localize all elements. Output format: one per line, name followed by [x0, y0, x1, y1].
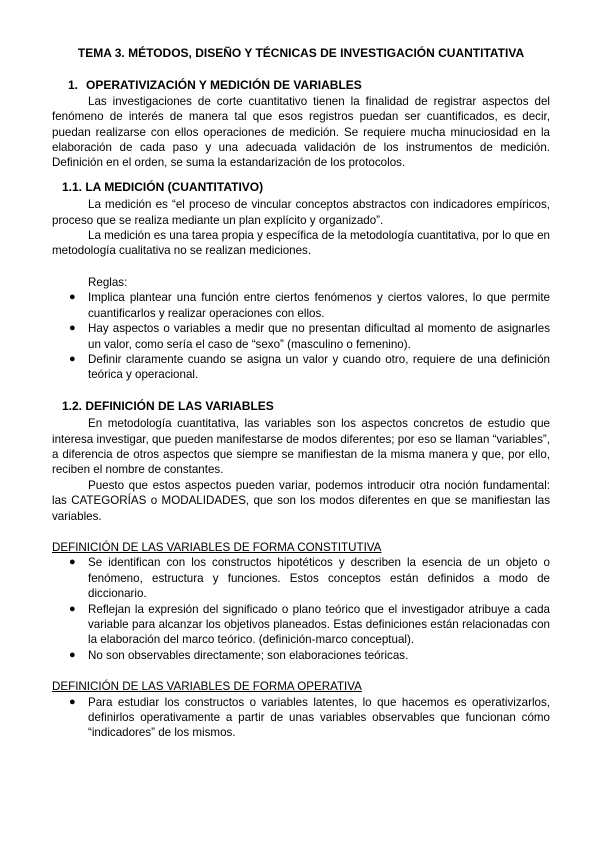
section-1-2-paragraph-1: En metodología cuantitativa, las variables son los aspectos concretos de estudio que interesa investigar, que pueden manifestarse de modos diferentes; por eso se llaman “variables”, a diferencia de otros aspectos que siempre se manifiestan de la misma manera y que, por ello, reciben el nombre de constantes. [52, 417, 550, 477]
section-1-1-paragraph-2: La medición es una tarea propia y específica de la metodología cuantitativa, por lo que en metodología cualitativa no se realizan mediciones. [52, 229, 550, 258]
bullet-icon: ● [69, 322, 76, 335]
operativa-heading: DEFINICIÓN DE LAS VARIABLES DE FORMA OPERATIVA [52, 680, 362, 694]
document-page [52, 46, 550, 741]
section-1-2-heading: 1.2. DEFINICIÓN DE LAS VARIABLES [62, 398, 274, 413]
section-1-number: 1. [68, 78, 79, 93]
section-1-paragraph: Las investigaciones de corte cuantitativo tienen la finalidad de registrar aspectos del fenómeno de interés de manera tal que esos registros puedan ser cuantificados, es decir, puedan realizarse con ellos operaciones de medición. Se requiere mucha minuciosidad en la elaboración de cada paso y una adecuada validación de los instrumentos de medición. Definición en el orden, se suma la estandarización de los protocolos. [52, 94, 550, 170]
bullet-icon: ● [69, 695, 76, 708]
bullet-icon: ● [69, 648, 76, 661]
list-item: ● Se identifican con los constructos hipotéticos y describen la esencia de un objeto o fenómeno, estructura y funciones. Estos conceptos están definidos a modo de diccionario. [69, 556, 550, 601]
rules-list [52, 290, 550, 382]
bullet-icon: ● [69, 556, 76, 569]
section-1-title: OPERATIVIZACIÓN Y MEDICIÓN DE VARIABLES [86, 78, 362, 93]
constitutiva-list [52, 555, 550, 663]
section-1-2-paragraph-2: Puesto que estos aspectos pueden variar, podemos introducir otra noción fundamental: las CATEGORÍAS o MODALIDADES, que son los modos diferentes en que se manifiestan las variables. [52, 478, 550, 523]
section-1-heading [68, 78, 550, 93]
section-1-1-paragraph-1: La medición es “el proceso de vincular conceptos abstractos con indicadores empíricos, proceso que se realiza mediante un plan explícito y organizado”. [52, 198, 550, 227]
bullet-icon: ● [69, 352, 76, 365]
rules-label: Reglas: [88, 275, 128, 289]
operativa-list [52, 695, 550, 741]
list-item: ● Hay aspectos o variables a medir que no presentan dificultad al momento de asignarles un valor, como sería el caso de “sexo” (masculino o femenino). [69, 322, 550, 351]
bullet-icon: ● [69, 291, 76, 304]
list-item: ● No son observables directamente; son elaboraciones teóricas. [69, 648, 409, 662]
list-item: ● Para estudiar los constructos o variables latentes, lo que hacemos es operativizarlos, definirlos operativamente a partir de unas variables observables que funcionan cómo “indicadores” de los mismos. [69, 695, 550, 740]
list-item: ● Definir claramente cuando se asigna un valor y cuando otro, requiere de una definición teórica y operacional. [69, 352, 550, 382]
bullet-icon: ● [69, 602, 76, 615]
list-item: ● Implica plantear una función entre ciertos fenómenos y ciertos valores, lo que permite cuantificarlos y realizar operaciones con ellos. [69, 291, 550, 320]
constitutiva-heading: DEFINICIÓN DE LAS VARIABLES DE FORMA CONSTITUTIVA [52, 540, 382, 554]
list-item: ● Reflejan la expresión del significado o plano teórico que el investigador atribuye a cada variable para alcanzar los objetivos planeados. Estas definiciones están relacionadas con la elaboración del marco teórico. (definición-marco conceptual). [69, 602, 550, 647]
document-title: TEMA 3. MÉTODOS, DISEÑO Y TÉCNICAS DE INVESTIGACIÓN CUANTITATIVA [77, 46, 525, 60]
section-1-1-heading: 1.1. LA MEDICIÓN (CUANTITATIVO) [62, 179, 264, 194]
